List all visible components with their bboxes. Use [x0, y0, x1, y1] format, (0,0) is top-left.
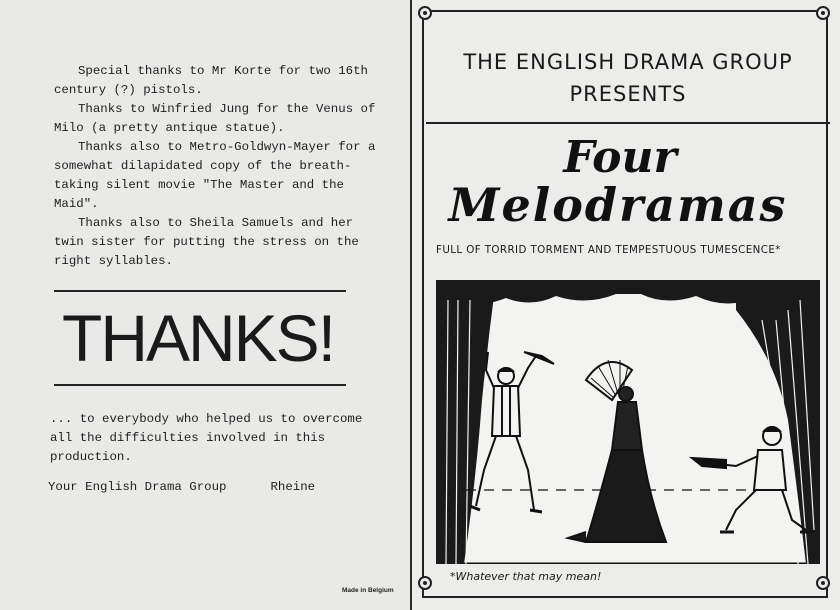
location: Rheine — [270, 480, 316, 494]
signature-line — [48, 480, 378, 494]
corner-screw-icon — [418, 6, 432, 20]
corner-screw-icon — [816, 576, 830, 590]
credit-line-samuels: Thanks also to Sheila Samuels and her twin sister for putting the stress on the right syllables. — [54, 216, 359, 268]
corner-screw-icon — [816, 6, 830, 20]
footnote: *Whatever that may mean! — [450, 570, 602, 583]
credit-line-pistols: Special thanks to Mr Korte for two 16th century (?) pistols. — [54, 64, 368, 97]
credit-line-venus: Thanks to Winfried Jung for the Venus of Milo (a pretty antique statue). — [54, 102, 376, 135]
subtitle: FULL OF TORRID TORMENT AND TEMPESTUOUS TUMESCENCE* — [436, 244, 781, 256]
made-in-label: Made in Belgium — [342, 587, 394, 594]
presents-label: PRESENTS — [569, 82, 687, 106]
presents-box — [426, 22, 830, 124]
group-name: THE ENGLISH DRAMA GROUP — [463, 50, 793, 74]
stage-illustration — [436, 280, 820, 564]
signature: Your English Drama Group — [48, 480, 227, 494]
right-page — [412, 0, 840, 610]
title-melodramas: Melodramas — [448, 178, 788, 232]
thanks-rule-bottom — [54, 384, 346, 386]
corner-screw-icon — [418, 576, 432, 590]
credit-line-mgm: Thanks also to Metro-Goldwyn-Mayer for a somewhat dilapidated copy of the breath-taking silent movie "The Master and the Maid". — [54, 140, 376, 211]
credits-text — [54, 62, 384, 271]
thanks-heading: THANKS! — [62, 301, 335, 375]
left-page — [0, 0, 410, 610]
thanks-text: ... to everybody who helped us to overcome all the difficulties involved in this production. — [50, 412, 363, 464]
title-four: Four — [563, 132, 677, 183]
thanks-rule-top — [54, 290, 346, 292]
